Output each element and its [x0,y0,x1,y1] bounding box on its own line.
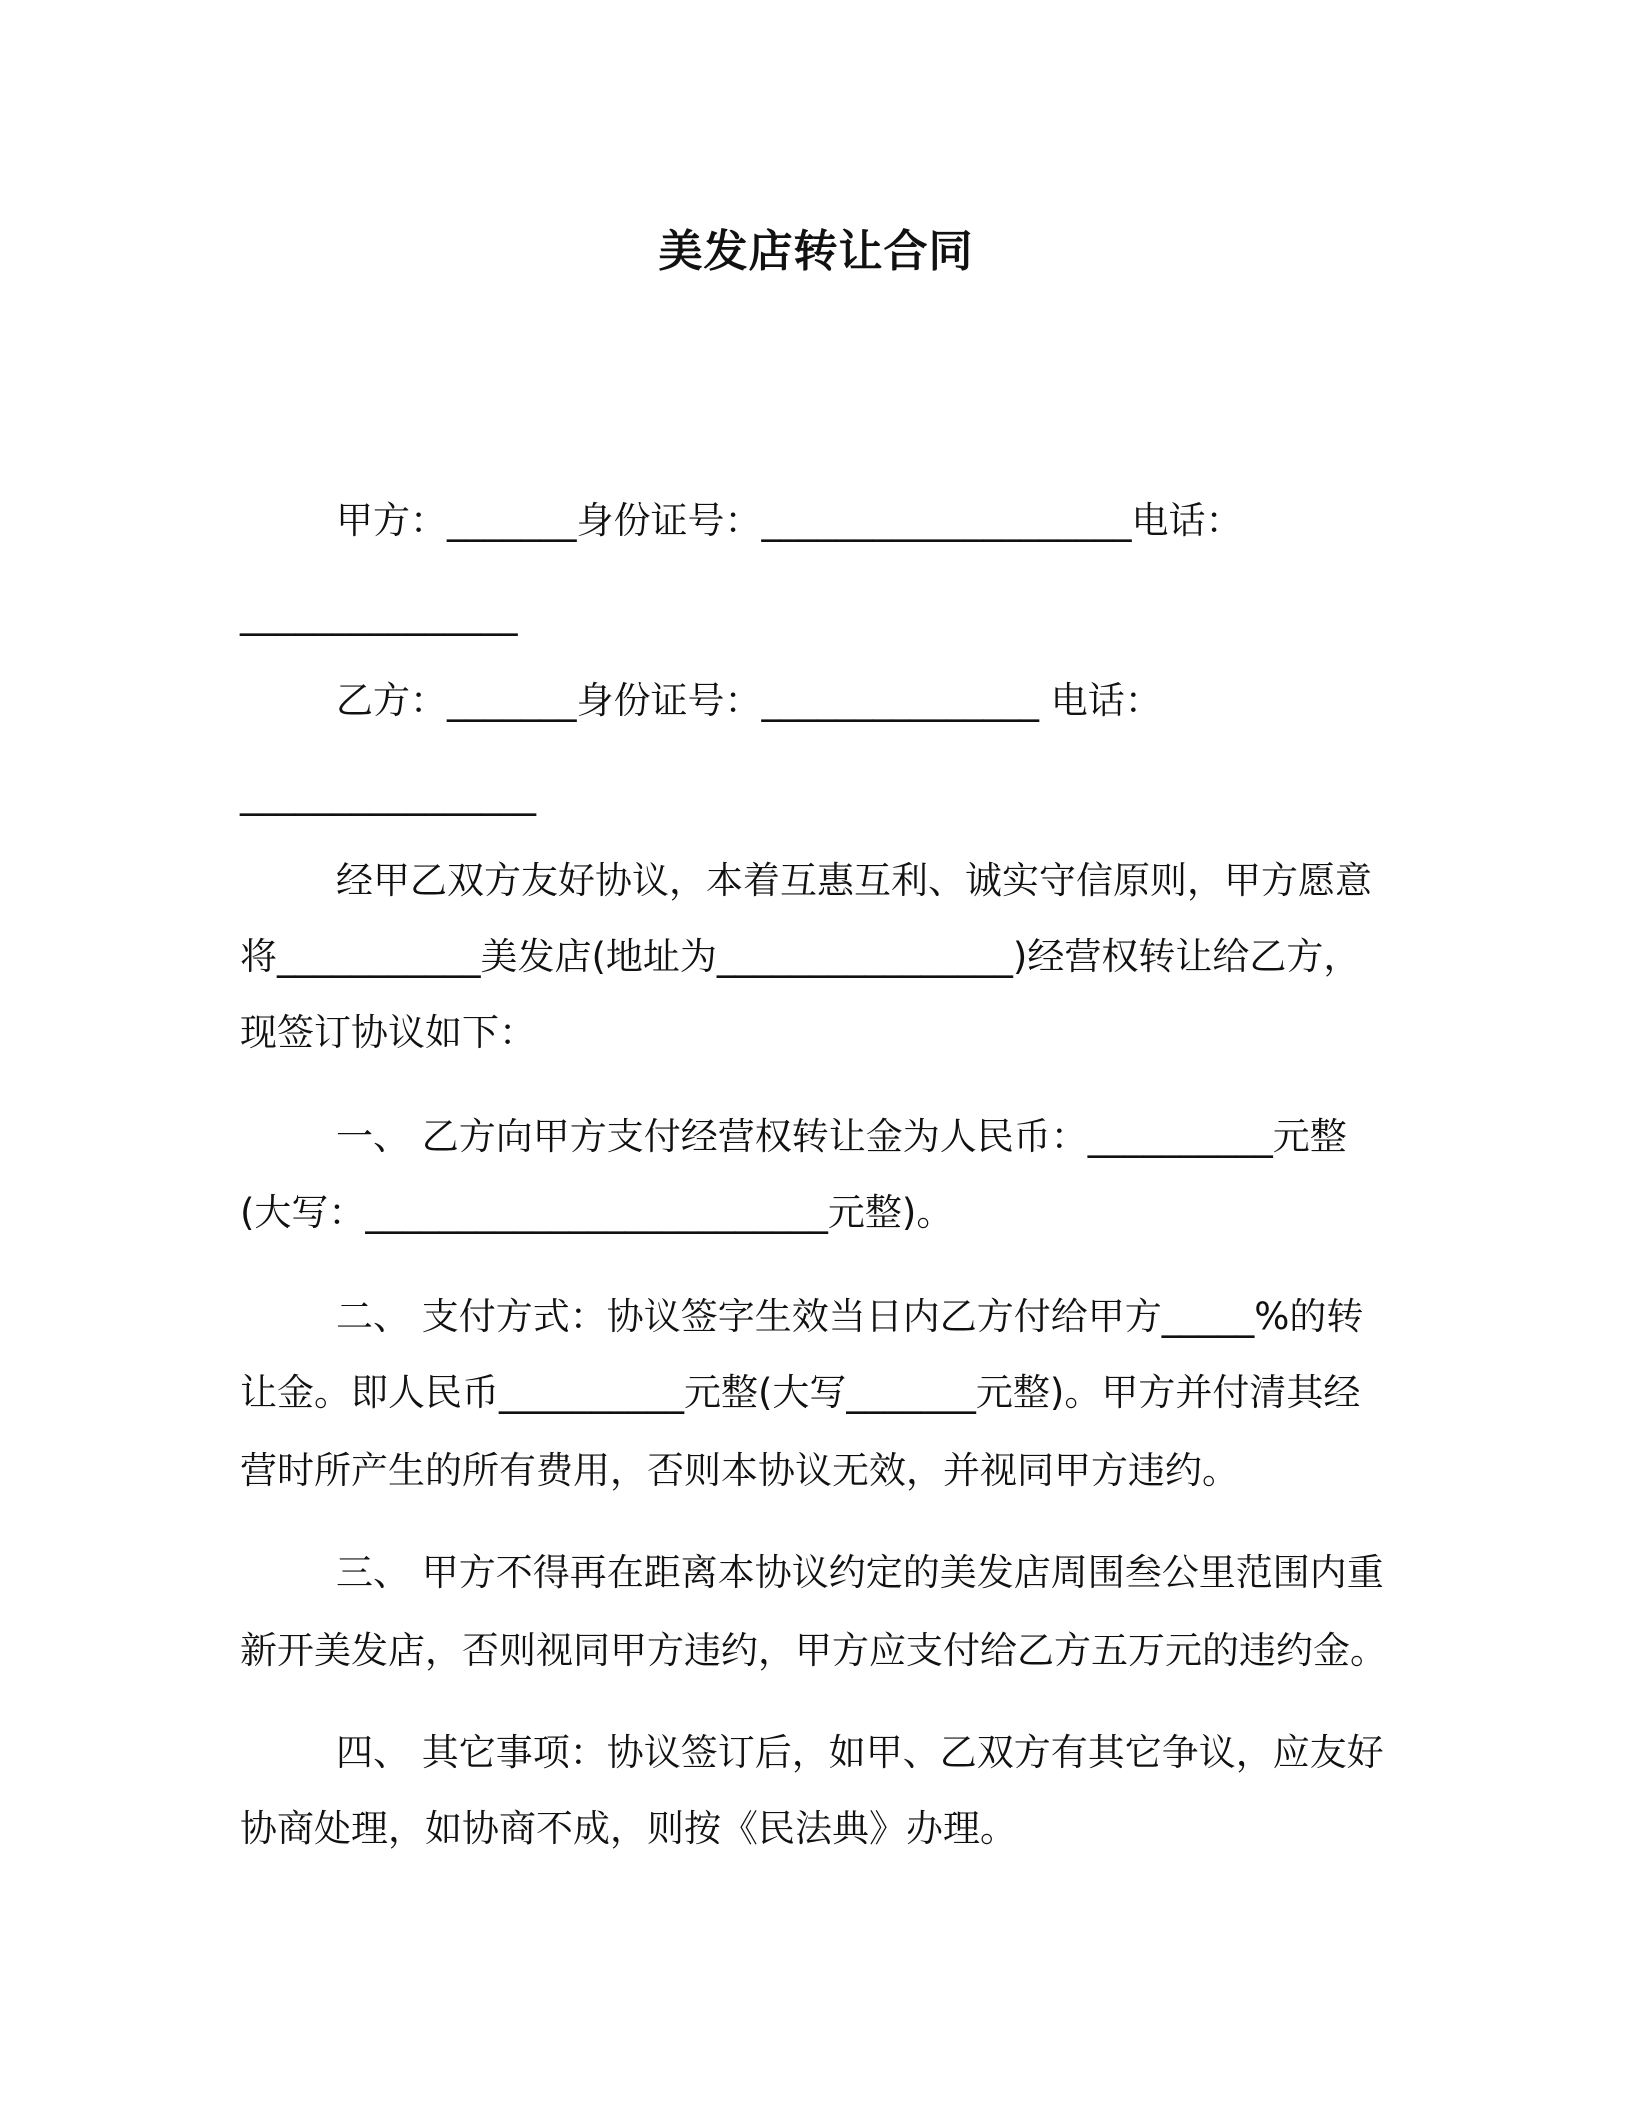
party-a-phone-line: _______________ [240,593,518,636]
clause-2-line-1: 二、 支付方式：协议签字生效当日内乙方付给甲方_____%的转 [336,1295,1364,1338]
clause-2-line-2: 让金。即人民币__________元整(大写_______元整)。甲方并付清其经 [240,1371,1361,1414]
clause-4-line-2: 协商处理，如协商不成，则按《民法典》办理。 [240,1807,1017,1850]
preamble-line-3: 现签订协议如下： [240,1011,536,1054]
clause-4-line-1: 四、 其它事项：协议签订后，如甲、乙双方有其它争议，应友好 [336,1731,1384,1774]
clause-1-line-2: (大写：_________________________元整)。 [240,1191,954,1234]
preamble-line-2: 将___________美发店(地址为________________)经营权转让给乙方， [240,935,1361,978]
clause-2-line-3: 营时所产生的所有费用，否则本协议无效，并视同甲方违约。 [240,1449,1239,1492]
document-title: 美发店转让合同 [658,226,974,277]
party-b-line: 乙方：_______身份证号：_______________ 电话： [336,679,1162,722]
clause-1-line-1: 一、 乙方向甲方支付经营权转让金为人民币：__________元整 [336,1115,1347,1158]
party-a-line: 甲方：_______身份证号：____________________电话： [336,499,1243,542]
preamble-line-1: 经甲乙双方友好协议，本着互惠互利、诚实守信原则，甲方愿意 [336,859,1372,902]
clause-3-line-1: 三、 甲方不得再在距离本协议约定的美发店周围叁公里范围内重 [336,1551,1384,1594]
clause-3-line-2: 新开美发店，否则视同甲方违约，甲方应支付给乙方五万元的违约金。 [240,1629,1387,1672]
party-b-phone-line: ________________ [240,773,536,816]
